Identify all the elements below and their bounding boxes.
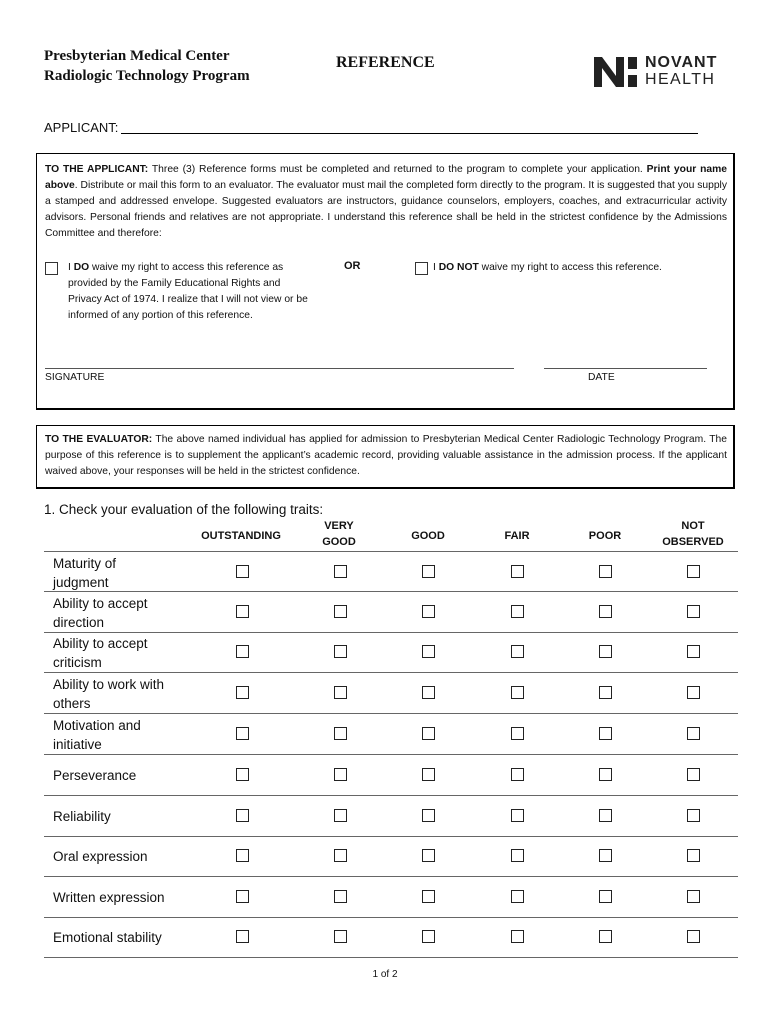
applicant-name-field[interactable] [121,133,698,134]
rating-checkbox-not-observed[interactable] [687,727,700,740]
trait-label: Emotional stability [53,930,162,945]
rating-checkbox-fair[interactable] [511,645,524,658]
rating-checkbox-fair[interactable] [511,849,524,862]
rating-checkbox-very-good[interactable] [334,565,347,578]
rating-checkbox-not-observed[interactable] [687,890,700,903]
novant-logo-icon [594,57,638,87]
rating-checkbox-poor[interactable] [599,890,612,903]
rating-checkbox-fair[interactable] [511,686,524,699]
rating-checkbox-fair[interactable] [511,930,524,943]
rating-checkbox-poor[interactable] [599,565,612,578]
signature-label: SIGNATURE [45,372,105,383]
rating-checkbox-outstanding[interactable] [236,727,249,740]
rating-checkbox-not-observed[interactable] [687,645,700,658]
waive-access-checkbox[interactable] [45,262,58,275]
rating-checkbox-very-good[interactable] [334,686,347,699]
rating-checkbox-good[interactable] [422,849,435,862]
rating-checkbox-poor[interactable] [599,645,612,658]
to-applicant-label: TO THE APPLICANT: [45,164,149,175]
rating-checkbox-good[interactable] [422,809,435,822]
trait-label: Motivation and initiative [53,717,141,752]
org-line-1: Presbyterian Medical Center [44,48,230,64]
rating-checkbox-fair[interactable] [511,605,524,618]
trait-row [44,673,738,714]
rating-checkbox-very-good[interactable] [334,849,347,862]
date-field[interactable] [544,368,707,369]
rating-checkbox-not-observed[interactable] [687,686,700,699]
rating-checkbox-good[interactable] [422,645,435,658]
page-number: 1 of 2 [372,969,398,980]
rating-checkbox-good[interactable] [422,768,435,781]
rating-checkbox-fair[interactable] [511,890,524,903]
rating-checkbox-good[interactable] [422,686,435,699]
rating-checkbox-good[interactable] [422,727,435,740]
trait-label: Written expression [53,889,165,905]
rating-checkbox-fair[interactable] [511,768,524,781]
applicant-label: APPLICANT: [44,120,119,135]
rating-checkbox-outstanding[interactable] [236,645,249,658]
rating-checkbox-very-good[interactable] [334,605,347,618]
trait-label: Oral expression [53,849,148,864]
rating-checkbox-very-good[interactable] [334,890,347,903]
date-label: DATE [588,372,615,383]
rating-checkbox-outstanding[interactable] [236,686,249,699]
rating-checkbox-outstanding[interactable] [236,849,249,862]
trait-label: Perseverance [53,767,137,783]
evaluation-question: 1. Check your evaluation of the following traits: [44,502,324,517]
rating-checkbox-poor[interactable] [599,686,612,699]
trait-row [44,714,738,755]
trait-row [44,633,738,673]
col-header-not-observed: NOT OBSERVED [662,520,724,548]
rating-checkbox-poor[interactable] [599,809,612,822]
signature-field[interactable] [45,368,514,369]
rating-checkbox-not-observed[interactable] [687,565,700,578]
rating-checkbox-very-good[interactable] [334,768,347,781]
novant-health-logo [594,55,728,89]
trait-row [44,796,738,837]
trait-label: Ability to accept criticism [53,636,148,670]
rating-checkbox-not-observed[interactable] [687,768,700,781]
col-header-poor: POOR [588,530,622,542]
rating-checkbox-good[interactable] [422,890,435,903]
trait-label: Ability to accept direction [53,595,148,630]
rating-checkbox-outstanding[interactable] [236,768,249,781]
rating-checkbox-not-observed[interactable] [687,930,700,943]
applicant-instructions-text: TO THE APPLICANT: Three (3) Reference forms must be completed and returned to the program to complete your application. Print your name above. Distribute or mail this form to an evaluator. The evaluator must mail the completed form directly to the program. It is suggested that you supply a stamped and addressed envelope. Suggested evaluators are instructors, guidance counselors, employers, coaches, and extracurricular activity advisors. Personal friends and relatives are not appropriate. I understand this reference shall be held in the strictest confidence by the Admissions Committee and therefore: [45,164,727,239]
rating-checkbox-fair[interactable] [511,809,524,822]
or-label: OR [344,260,361,272]
col-header-good: GOOD [411,530,445,542]
logo-text-health: HEALTH [645,71,716,88]
rating-checkbox-outstanding[interactable] [236,930,249,943]
rating-checkbox-poor[interactable] [599,605,612,618]
trait-label: Ability to work with others [53,676,165,711]
rating-checkbox-outstanding[interactable] [236,890,249,903]
trait-row [44,551,738,592]
rating-checkbox-not-observed[interactable] [687,605,700,618]
rating-checkbox-very-good[interactable] [334,930,347,943]
print-name-instruction: Print your name above [45,164,727,191]
rating-checkbox-outstanding[interactable] [236,605,249,618]
applicant-instructions-box [36,153,735,410]
rating-checkbox-good[interactable] [422,565,435,578]
rating-checkbox-fair[interactable] [511,565,524,578]
rating-checkbox-poor[interactable] [599,727,612,740]
rating-checkbox-poor[interactable] [599,768,612,781]
rating-checkbox-very-good[interactable] [334,809,347,822]
rating-checkbox-outstanding[interactable] [236,809,249,822]
evaluator-instructions-text: TO THE EVALUATOR: The above named individual has applied for admission to Presbyterian Medical Center Radiologic Technology Program. The purpose of this reference is to supplement the applicant’s academic record, providing valuable assistance in the admission process. If the applicant waived above, your responses will be held in the strictest confidence. [45,434,727,477]
evaluator-instructions-box [36,425,735,489]
rating-checkbox-poor[interactable] [599,930,612,943]
col-header-very-good: VERY GOOD [322,520,356,548]
col-header-outstanding: OUTSTANDING [201,530,281,542]
organization-name [44,46,250,86]
trait-row [44,592,738,633]
trait-row [44,877,738,918]
rating-checkbox-not-observed[interactable] [687,809,700,822]
do-not-waive-checkbox[interactable] [415,262,428,275]
trait-row [44,918,738,958]
trait-label: Reliability [53,808,111,824]
logo-text-novant: NOVANT [645,54,718,71]
to-evaluator-label: TO THE EVALUATOR: [45,434,153,445]
rating-checkbox-poor[interactable] [599,849,612,862]
rating-checkbox-good[interactable] [422,605,435,618]
rating-checkbox-not-observed[interactable] [687,849,700,862]
waive-access-text: I DO waive my right to access this reference as provided by the Family Educational Rights and Privacy Act of 1974. I realize that I will not view or be informed of any portion of this reference. [68,262,308,321]
rating-checkbox-outstanding[interactable] [236,565,249,578]
do-not-waive-text: I DO NOT waive my right to access this reference. [433,262,662,273]
rating-checkbox-fair[interactable] [511,727,524,740]
col-header-fair: FAIR [504,530,530,542]
trait-row [44,755,738,796]
trait-row [44,837,738,877]
trait-label: Maturity of judgment [53,555,117,590]
rating-checkbox-good[interactable] [422,930,435,943]
rating-checkbox-very-good[interactable] [334,645,347,658]
rating-checkbox-very-good[interactable] [334,727,347,740]
org-line-2: Radiologic Technology Program [44,68,250,84]
document-title: REFERENCE [336,54,435,71]
